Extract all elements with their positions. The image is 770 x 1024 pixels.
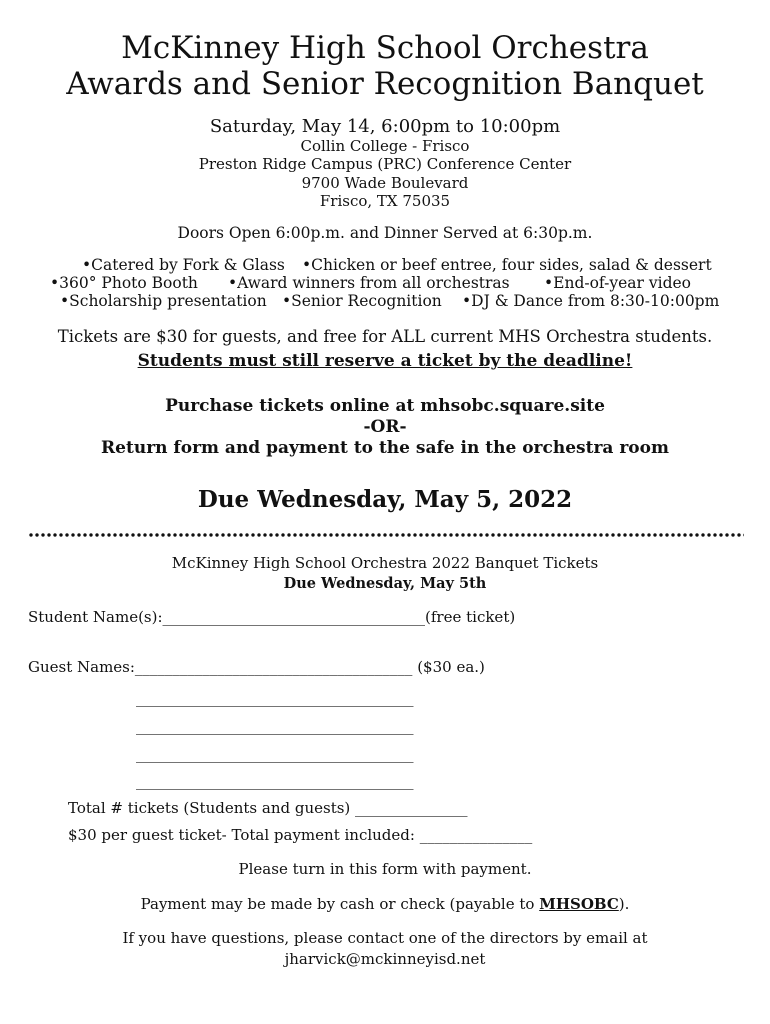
guest-names-field[interactable]: Guest Names:_____________________________________ ($30 ea.)	[28, 658, 485, 676]
guest-name-line[interactable]: _____________________________________	[136, 772, 414, 790]
page-title: McKinney High School Orchestra	[121, 30, 649, 66]
feature-item: •Award winners from all orchestras	[228, 274, 510, 292]
feature-item: •Senior Recognition	[282, 292, 442, 310]
payment-note-text: Payment may be made by cash or check (payable to	[140, 895, 540, 913]
venue-name: Collin College - Frisco	[300, 137, 470, 155]
turn-in-note: Please turn in this form with payment.	[238, 860, 532, 878]
return-form-note: Return form and payment to the safe in the orchestra room	[101, 438, 669, 458]
total-tickets-field[interactable]: Total # tickets (Students and guests) _______________	[68, 799, 468, 817]
payee-name: MHSOBC	[539, 895, 619, 913]
feature-item: •Catered by Fork & Glass	[82, 256, 285, 274]
venue-city: Frisco, TX 75035	[319, 192, 451, 210]
purchase-online: Purchase tickets online at mhsobc.square.site	[165, 396, 605, 416]
feature-item: •360° Photo Booth	[50, 274, 198, 292]
payment-note	[0, 895, 770, 913]
contact-email[interactable]: jharvick@mckinneyisd.net	[284, 950, 486, 968]
page-subtitle: Awards and Senior Recognition Banquet	[66, 66, 704, 102]
feature-item: •DJ & Dance from 8:30-10:00pm	[462, 292, 720, 310]
feature-item: •Scholarship presentation	[60, 292, 267, 310]
guest-name-line[interactable]: _____________________________________	[136, 717, 414, 735]
or-divider: -OR-	[363, 417, 407, 437]
cut-line-divider	[28, 532, 744, 538]
guest-name-line[interactable]: _____________________________________	[136, 689, 414, 707]
event-datetime: Saturday, May 14, 6:00pm to 10:00pm	[209, 116, 561, 137]
doors-info: Doors Open 6:00p.m. and Dinner Served at 6:30p.m.	[177, 224, 593, 242]
form-due: Due Wednesday, May 5th	[283, 575, 487, 592]
feature-item: •Chicken or beef entree, four sides, salad & dessert	[302, 256, 712, 274]
ticket-price-note: Tickets are $30 for guests, and free for ALL current MHS Orchestra students.	[57, 327, 713, 346]
payment-note-end: ).	[618, 895, 630, 913]
guest-name-line[interactable]: _____________________________________	[136, 745, 414, 763]
venue-street: 9700 Wade Boulevard	[301, 174, 469, 192]
feature-item: •End-of-year video	[544, 274, 692, 292]
student-name-field[interactable]: Student Name(s):___________________________________(free ticket)	[28, 608, 516, 626]
form-title: McKinney High School Orchestra 2022 Banquet Tickets	[171, 554, 599, 572]
due-date-heading: Due Wednesday, May 5, 2022	[197, 486, 573, 513]
reserve-note: Students must still reserve a ticket by the deadline!	[137, 351, 633, 371]
total-payment-field[interactable]: $30 per guest ticket- Total payment included: _______________	[68, 826, 533, 844]
venue-campus: Preston Ridge Campus (PRC) Conference Center	[198, 155, 572, 173]
questions-note: If you have questions, please contact one of the directors by email at	[122, 929, 648, 947]
